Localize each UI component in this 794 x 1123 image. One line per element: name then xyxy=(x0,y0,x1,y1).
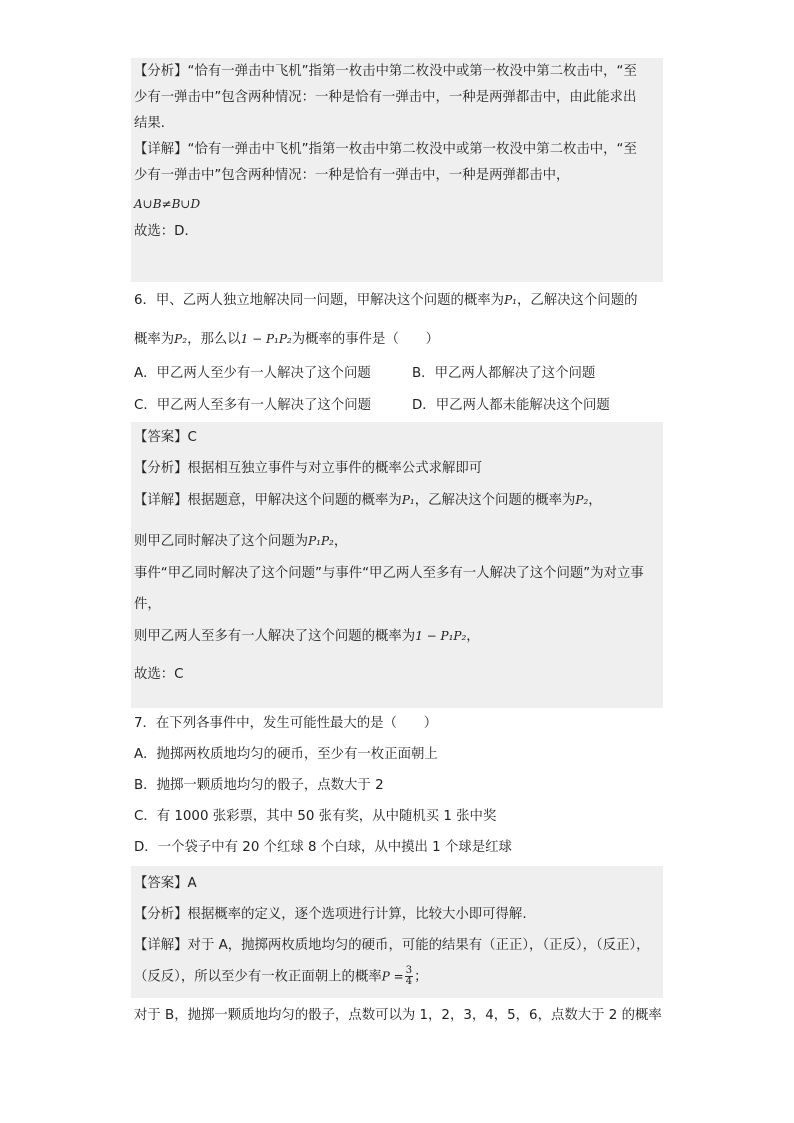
stem-text: 6．甲、乙两人独立地解决同一问题，甲解决这个问题的概率为 xyxy=(134,293,505,308)
analysis-line: 【分析】根据相互独立事件与对立事件的概率公式求解即可 xyxy=(134,461,483,476)
detail-line: 对于 B，抛掷一颗质地均匀的骰子，点数可以为 1，2，3，4，5，6，点数大于 2 的概率 xyxy=(134,1008,662,1023)
option-b: B．抛掷一颗质地均匀的骰子，点数大于 2 xyxy=(134,778,384,793)
analysis-line: 【分析】“恰有一弹击中飞机”指第一枚击中第二枚没中或第一枚没中第二枚击中，“至 xyxy=(134,64,637,79)
math-p2: P₂ xyxy=(575,493,589,507)
question-7 xyxy=(131,708,663,858)
question-stem xyxy=(131,290,663,311)
math-expression: P₁P₂ xyxy=(308,534,334,548)
detail-text: ， xyxy=(466,629,480,644)
option-b: B．甲乙两人都解决了这个问题 xyxy=(412,366,596,381)
option-d: D．一个袋子中有 20 个红球 8 个白球，从中摸出 1 个球是红球 xyxy=(134,840,512,855)
detail-text: ， xyxy=(333,534,348,549)
detail-text: （反反），所以至少有一枚正面朝上的概率 xyxy=(134,969,382,985)
analysis-line: 结果． xyxy=(134,116,175,131)
fraction-denominator: 4 xyxy=(405,976,413,987)
question-stem xyxy=(131,329,663,350)
detail-text: 则甲乙两人至多有一人解决了这个问题的概率为 xyxy=(134,629,416,644)
math-expression: 1 − P₁P₂ xyxy=(415,629,467,643)
detail-text: 则甲乙同时解决了这个问题为 xyxy=(134,534,309,549)
detail-line xyxy=(131,531,663,552)
choose-line: 故选：D． xyxy=(134,224,198,239)
stem-text: 为概率的事件是（ ） xyxy=(291,332,440,347)
stem-text: 概率为 xyxy=(134,332,175,347)
detail-text: ， xyxy=(588,493,602,508)
math-expression: 1 − P₁P₂ xyxy=(240,332,292,346)
fraction-numerator: 3 xyxy=(405,965,413,976)
question-stem: 7．在下列各事件中，发生可能性最大的是（ ） xyxy=(134,716,438,731)
q6-solution-block xyxy=(131,422,663,708)
detail-text: ； xyxy=(414,969,428,985)
detail-line: 事件“甲乙同时解决了这个问题”与事件“甲乙两人至多有一人解决了这个问题”为对立事 xyxy=(134,566,644,581)
q7-solution-block xyxy=(131,866,663,998)
detail-text: ，乙解决这个问题的概率为 xyxy=(414,493,576,508)
q5-solution-block xyxy=(131,58,663,282)
answer-line: 【答案】A xyxy=(134,876,197,891)
math-p1: P₁ xyxy=(401,493,415,507)
question-6 xyxy=(131,282,663,416)
math-p: P = xyxy=(381,969,404,984)
detail-text: 【详解】根据题意，甲解决这个问题的概率为 xyxy=(134,493,402,508)
formula: A∪B≠B∪D xyxy=(134,197,201,211)
option-c: C．甲乙两人至多有一人解决了这个问题 xyxy=(134,398,371,413)
option-a: A．抛掷两枚质地均匀的硬币，至少有一枚正面朝上 xyxy=(134,747,438,762)
answer-line: 【答案】C xyxy=(134,430,197,445)
analysis-line: 少有一弹击中”包含两种情况：一种是恰有一弹击中，一种是两弹都击中，由此能求出 xyxy=(134,90,637,105)
detail-line: 【详解】“恰有一弹击中飞机”指第一枚击中第二枚没中或第一枚没中第二枚击中，“至 xyxy=(134,142,637,157)
detail-line xyxy=(131,490,663,511)
document-page xyxy=(131,58,663,1026)
stem-text: ，那么以 xyxy=(187,332,241,347)
option-a: A．甲乙两人至少有一人解决了这个问题 xyxy=(134,366,371,381)
option-c: C．有 1000 张彩票，其中 50 张有奖，从中随机买 1 张中奖 xyxy=(134,809,497,824)
detail-line: 件， xyxy=(134,597,161,612)
detail-line xyxy=(131,626,663,647)
fraction xyxy=(405,966,413,987)
detail-line: 【详解】对于 A，抛掷两枚质地均匀的硬币，可能的结果有（正正），（正反），（反正）， xyxy=(134,938,650,953)
stem-text: ，乙解决这个问题的 xyxy=(516,293,638,308)
detail-line: 少有一弹击中”包含两种情况：一种是恰有一弹击中，一种是两弹都击中， xyxy=(134,168,570,183)
options-row xyxy=(131,396,663,416)
option-d: D．甲乙两人都未能解决这个问题 xyxy=(412,398,610,413)
detail-line xyxy=(131,966,663,988)
math-p1: P₁ xyxy=(504,293,517,307)
analysis-line: 【分析】根据概率的定义，逐个选项进行计算，比较大小即可得解. xyxy=(134,907,527,922)
choose-line: 故选：C xyxy=(134,667,184,682)
options-row xyxy=(131,364,663,384)
math-p2: P₂ xyxy=(174,332,188,346)
